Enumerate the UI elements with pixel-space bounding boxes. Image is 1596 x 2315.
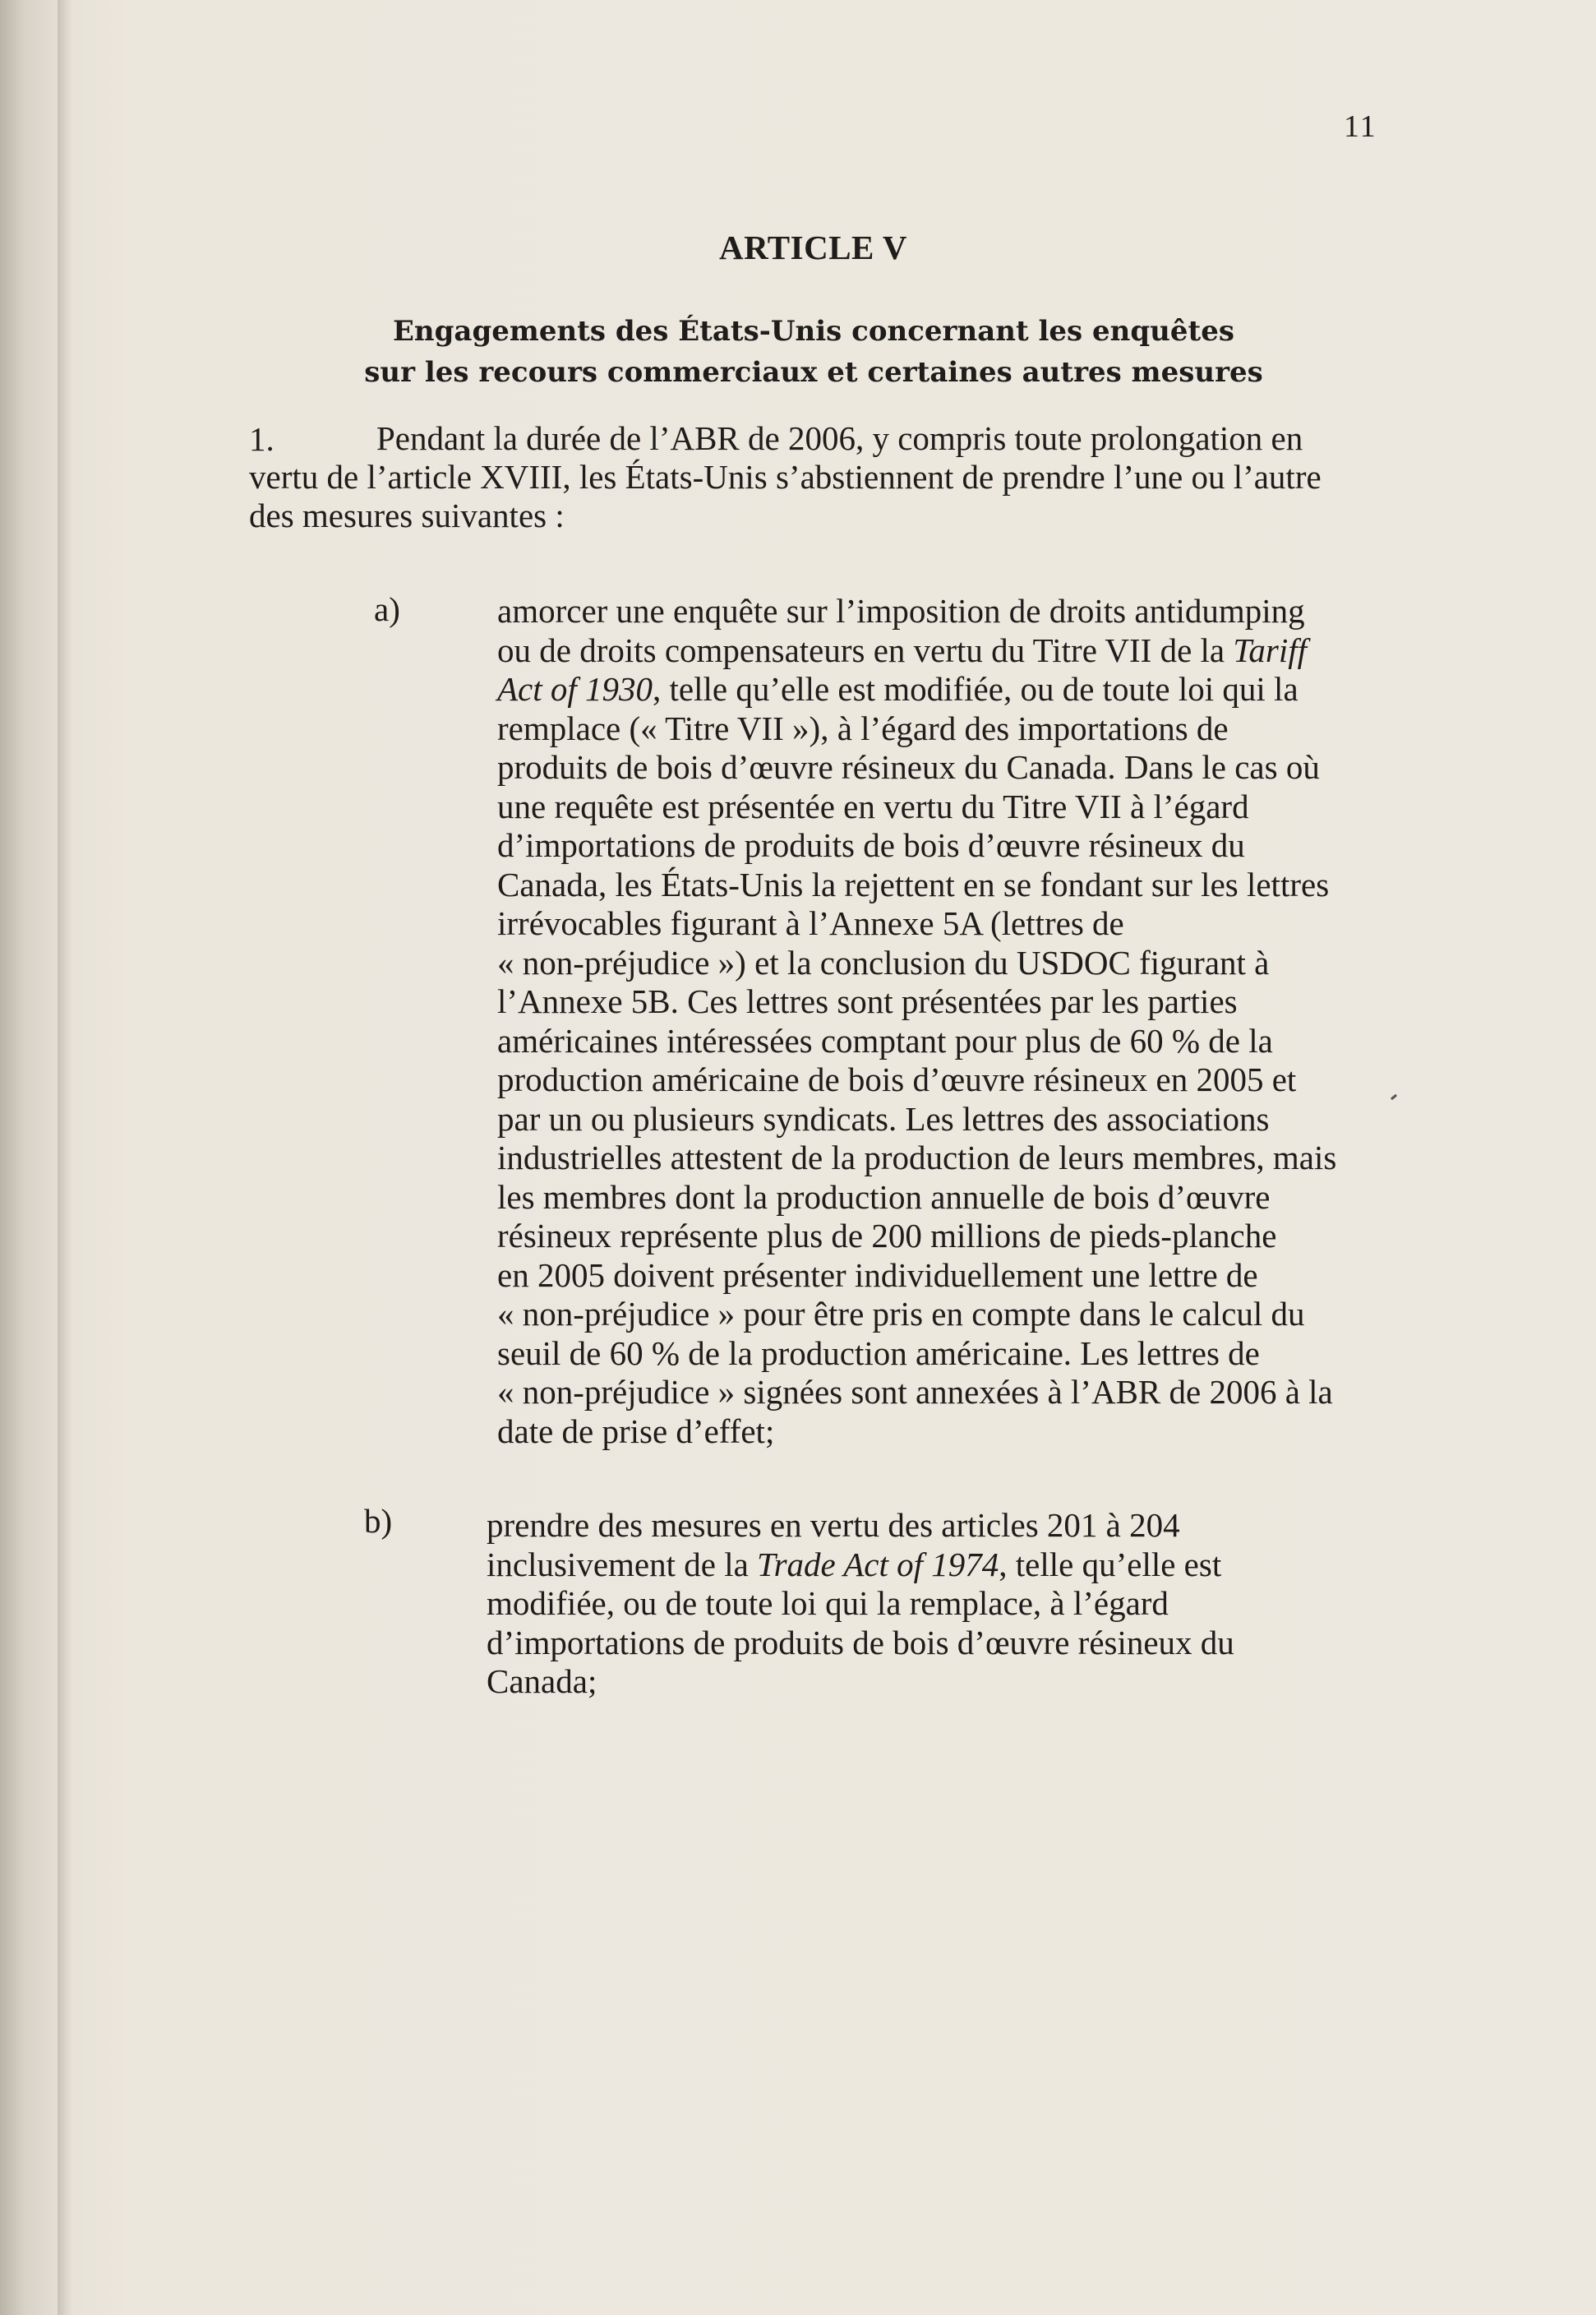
line-text: « non-préjudice ») et la conclusion du USDOC figurant à [497, 943, 1270, 982]
item-b-text [487, 1506, 1234, 1702]
line-text: modifiée, ou de toute loi qui la remplace, à l’égard [487, 1584, 1169, 1622]
italic-title-text: Trade Act of 1974 [757, 1545, 999, 1583]
item-line [497, 944, 1336, 983]
page-number: 11 [1344, 109, 1377, 144]
item-line [487, 1546, 1234, 1585]
paragraph-number: 1. [249, 420, 274, 458]
line-text: « non-préjudice » pour être pris en compte dans le calcul du [497, 1295, 1305, 1333]
item-a-text [497, 592, 1336, 1451]
line-text: Canada; [487, 1662, 597, 1700]
subtitle-line: sur les recours commerciaux et certaines autres mesures [364, 356, 1263, 389]
item-line [497, 709, 1336, 749]
line-text: irrévocables figurant à l’Annexe 5A (lettres de [497, 904, 1124, 942]
item-line [497, 1256, 1336, 1296]
paragraph-line: Pendant la durée de l’ABR de 2006, y compris toute prolongation en [376, 419, 1303, 457]
item-line [497, 1373, 1336, 1412]
item-line [497, 1139, 1336, 1178]
line-text: « non-préjudice » signées sont annexées à l’ABR de 2006 à la [497, 1373, 1333, 1411]
line-text: production américaine de bois d’œuvre résineux en 2005 et [497, 1060, 1297, 1098]
line-text: prendre des mesures en vertu des articles 201 à 204 [487, 1506, 1180, 1544]
line-text: inclusivement de la [487, 1545, 758, 1583]
line-text: industrielles attestent de la production de leurs membres, mais [497, 1139, 1337, 1176]
margin-tick-mark [1391, 1094, 1397, 1100]
line-text: par un ou plusieurs syndicats. Les lettres des associations [497, 1099, 1270, 1138]
item-line [497, 748, 1336, 788]
item-line [487, 1624, 1234, 1663]
line-text: en 2005 doivent présenter individuellement une lettre de [497, 1255, 1258, 1294]
line-text: amorcer une enquête sur l’imposition de droits antidumping [497, 592, 1305, 630]
article-title: ARTICLE V [719, 229, 907, 266]
binding-shadow [58, 0, 72, 2315]
item-line [487, 1584, 1234, 1624]
line-text: d’importations de produits de bois d’œuvre résineux du [497, 826, 1245, 864]
item-line [497, 904, 1336, 944]
item-line [497, 1334, 1336, 1374]
line-text: résineux représente plus de 200 millions de pieds-planche [497, 1217, 1277, 1255]
italic-title-text: Act of 1930 [497, 670, 653, 708]
line-text: américaines intéressées comptant pour plus de 60 % de la [497, 1021, 1273, 1060]
item-label-b: b) [364, 1502, 393, 1540]
item-line [497, 1412, 1336, 1452]
line-text: les membres dont la production annuelle de bois d’œuvre [497, 1177, 1271, 1216]
paragraph-line: vertu de l’article XVIII, les États-Unis s’abstiennent de prendre l’une ou l’autre [249, 458, 1322, 496]
paragraph-body [249, 419, 1367, 535]
italic-title-text: Tariff [1233, 631, 1308, 669]
item-line [497, 982, 1336, 1022]
item-line [497, 1022, 1336, 1061]
item-line [497, 1217, 1336, 1256]
line-text: l’Annexe 5B. Ces lettres sont présentées par les parties [497, 982, 1238, 1020]
line-text: Canada, les États-Unis la rejettent en se fondant sur les lettres [497, 865, 1330, 903]
subtitle-line: Engagements des États-Unis concernant les enquêtes [393, 315, 1234, 348]
item-line [497, 1178, 1336, 1218]
line-text: , telle qu’elle est modifiée, ou de toute loi qui la [653, 670, 1298, 708]
item-line [497, 1060, 1336, 1100]
line-text: d’importations de produits de bois d’œuvre résineux du [487, 1623, 1234, 1661]
line-text: ou de droits compensateurs en vertu du Titre VII de la [497, 631, 1234, 669]
paragraph-line: des mesures suivantes : [249, 497, 565, 534]
line-text: remplace (« Titre VII »), à l’égard des importations de [497, 709, 1229, 747]
item-line [497, 866, 1336, 905]
item-label-a: a) [374, 590, 400, 628]
item-line [497, 788, 1336, 827]
item-line [487, 1662, 1234, 1702]
line-text: produits de bois d’œuvre résineux du Canada. Dans le cas où [497, 748, 1320, 786]
item-line [497, 670, 1336, 709]
item-line [497, 592, 1336, 631]
article-subtitle [362, 311, 1266, 393]
item-line [487, 1506, 1234, 1546]
item-line [497, 1295, 1336, 1334]
line-text: , telle qu’elle est [999, 1545, 1222, 1583]
line-text: une requête est présentée en vertu du Titre VII à l’égard [497, 787, 1249, 825]
item-line [497, 826, 1336, 866]
line-text: seuil de 60 % de la production américaine. Les lettres de [497, 1333, 1260, 1372]
line-text: date de prise d’effet; [497, 1412, 775, 1450]
item-line [497, 631, 1336, 671]
item-line [497, 1100, 1336, 1139]
